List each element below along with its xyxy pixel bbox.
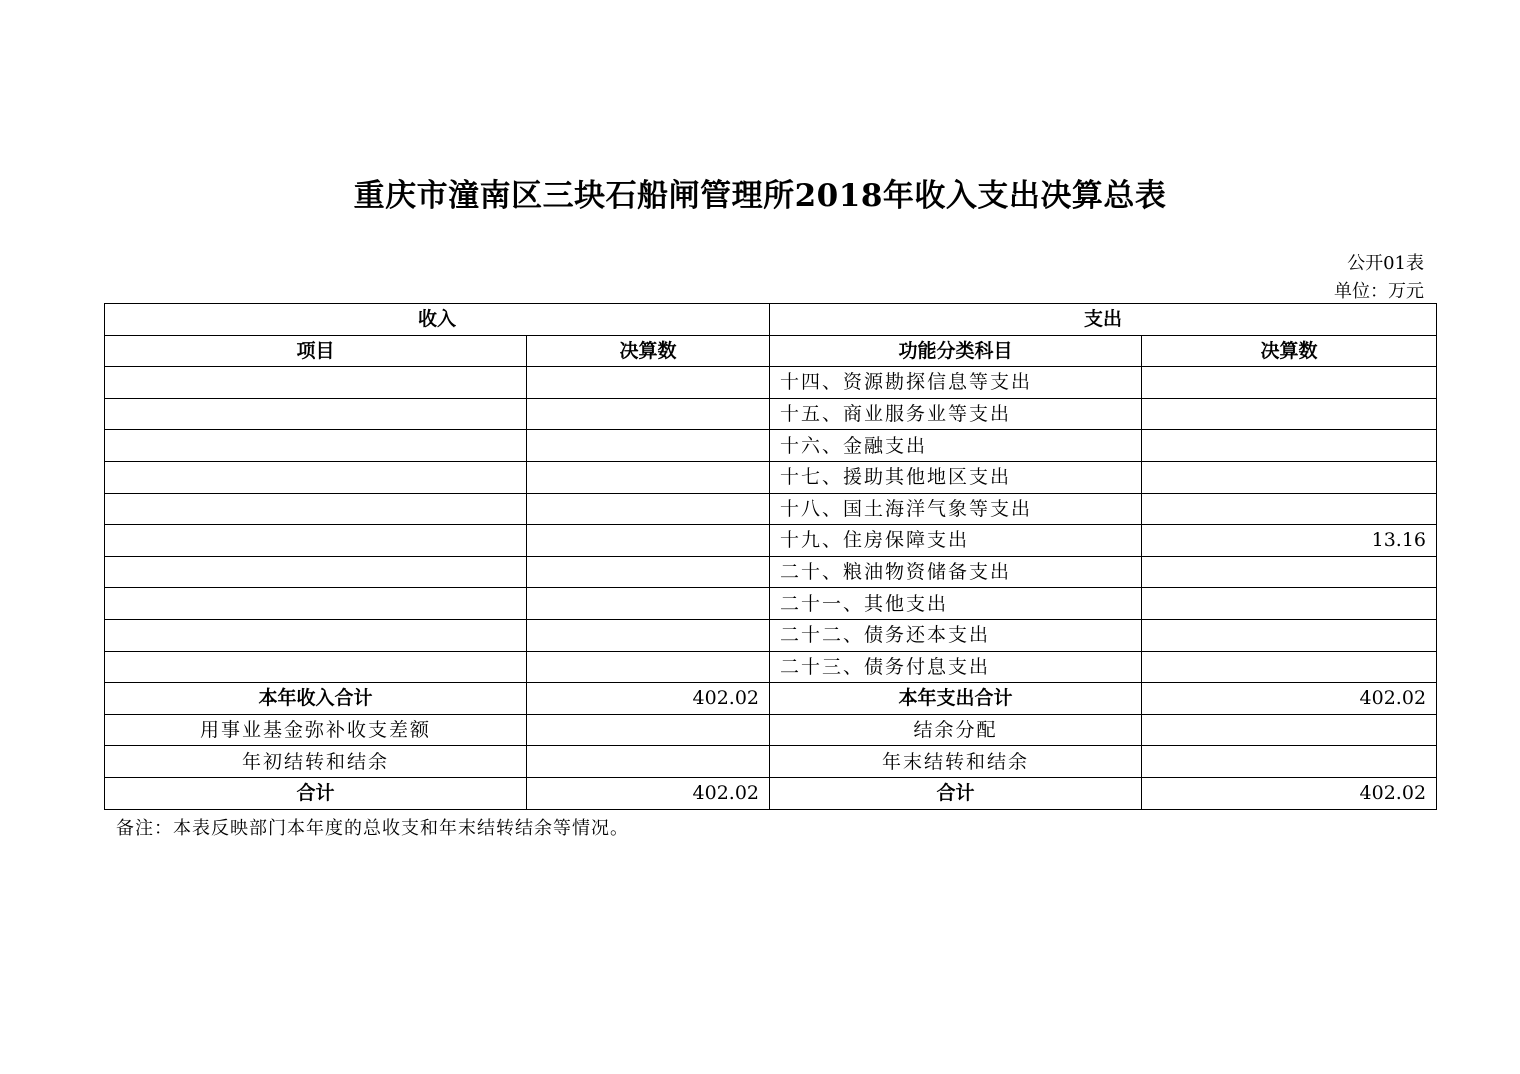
expenditure-amount-cell xyxy=(1142,651,1437,683)
table-row xyxy=(105,430,1437,462)
expenditure-amount-cell xyxy=(1142,619,1437,651)
table-body xyxy=(105,367,1437,809)
expenditure-item-cell: 二十一、其他支出 xyxy=(770,588,1142,620)
income-item-cell xyxy=(105,619,527,651)
ending-balance-value xyxy=(1142,746,1437,778)
expenditure-item-cell: 二十三、债务付息支出 xyxy=(770,651,1142,683)
income-item-cell xyxy=(105,556,527,588)
income-amount-cell xyxy=(527,367,770,399)
expenditure-amount-cell xyxy=(1142,556,1437,588)
table-row xyxy=(105,398,1437,430)
year-total-row xyxy=(105,683,1437,715)
expenditure-group-header: 支出 xyxy=(770,304,1437,336)
expenditure-year-total-label: 本年支出合计 xyxy=(770,683,1142,715)
fund-offset-label: 用事业基金弥补收支差额 xyxy=(105,714,527,746)
income-amount-cell xyxy=(527,398,770,430)
table-row xyxy=(105,367,1437,399)
beginning-balance-value xyxy=(527,746,770,778)
income-year-total-value: 402.02 xyxy=(527,683,770,715)
income-amount-cell xyxy=(527,461,770,493)
footnote: 备注：本表反映部门本年度的总收支和年末结转结余等情况。 xyxy=(116,818,629,839)
table-group-header-row xyxy=(105,304,1437,336)
income-amount-cell xyxy=(527,588,770,620)
beginning-balance-label: 年初结转和结余 xyxy=(105,746,527,778)
income-item-cell xyxy=(105,461,527,493)
income-amount-cell xyxy=(527,651,770,683)
income-grand-total-value: 402.02 xyxy=(527,777,770,809)
expenditure-item-cell: 十八、国土海洋气象等支出 xyxy=(770,493,1142,525)
expenditure-amount-cell xyxy=(1142,588,1437,620)
expenditure-amount-cell xyxy=(1142,430,1437,462)
expenditure-amount-cell xyxy=(1142,398,1437,430)
fund-surplus-row xyxy=(105,714,1437,746)
surplus-distribution-value xyxy=(1142,714,1437,746)
expenditure-item-header: 功能分类科目 xyxy=(770,335,1142,367)
expenditure-item-cell: 十四、资源勘探信息等支出 xyxy=(770,367,1142,399)
table-row xyxy=(105,588,1437,620)
expenditure-amount-header: 决算数 xyxy=(1142,335,1437,367)
expenditure-year-total-value: 402.02 xyxy=(1142,683,1437,715)
income-item-header: 项目 xyxy=(105,335,527,367)
ending-balance-label: 年末结转和结余 xyxy=(770,746,1142,778)
expenditure-item-cell: 二十、粮油物资储备支出 xyxy=(770,556,1142,588)
expenditure-item-cell: 十五、商业服务业等支出 xyxy=(770,398,1142,430)
grand-total-row xyxy=(105,777,1437,809)
carryover-row xyxy=(105,746,1437,778)
form-number: 公开01表 xyxy=(1347,253,1424,274)
expenditure-item-cell: 十九、住房保障支出 xyxy=(770,525,1142,557)
page-title: 重庆市潼南区三块石船闸管理所2018年收入支出决算总表 xyxy=(353,178,1167,214)
income-item-cell xyxy=(105,398,527,430)
table-row xyxy=(105,525,1437,557)
income-amount-cell xyxy=(527,430,770,462)
expenditure-grand-total-label: 合计 xyxy=(770,777,1142,809)
expenditure-grand-total-value: 402.02 xyxy=(1142,777,1437,809)
table-column-header-row xyxy=(105,335,1437,367)
income-amount-cell xyxy=(527,525,770,557)
table-row xyxy=(105,493,1437,525)
table-row xyxy=(105,619,1437,651)
expenditure-item-cell: 十六、金融支出 xyxy=(770,430,1142,462)
surplus-distribution-label: 结余分配 xyxy=(770,714,1142,746)
income-amount-header: 决算数 xyxy=(527,335,770,367)
table-row xyxy=(105,556,1437,588)
income-grand-total-label: 合计 xyxy=(105,777,527,809)
income-amount-cell xyxy=(527,556,770,588)
expenditure-amount-cell: 13.16 xyxy=(1142,525,1437,557)
income-expenditure-table xyxy=(104,303,1437,810)
income-amount-cell xyxy=(527,493,770,525)
expenditure-amount-cell xyxy=(1142,493,1437,525)
income-item-cell xyxy=(105,493,527,525)
income-item-cell xyxy=(105,651,527,683)
expenditure-item-cell: 十七、援助其他地区支出 xyxy=(770,461,1142,493)
table-row xyxy=(105,461,1437,493)
income-item-cell xyxy=(105,588,527,620)
income-amount-cell xyxy=(527,619,770,651)
income-item-cell xyxy=(105,525,527,557)
table-row xyxy=(105,651,1437,683)
expenditure-item-cell: 二十二、债务还本支出 xyxy=(770,619,1142,651)
income-group-header: 收入 xyxy=(105,304,770,336)
income-item-cell xyxy=(105,367,527,399)
unit-label: 单位：万元 xyxy=(1334,281,1424,302)
expenditure-amount-cell xyxy=(1142,367,1437,399)
expenditure-amount-cell xyxy=(1142,461,1437,493)
income-item-cell xyxy=(105,430,527,462)
fund-offset-value xyxy=(527,714,770,746)
income-year-total-label: 本年收入合计 xyxy=(105,683,527,715)
